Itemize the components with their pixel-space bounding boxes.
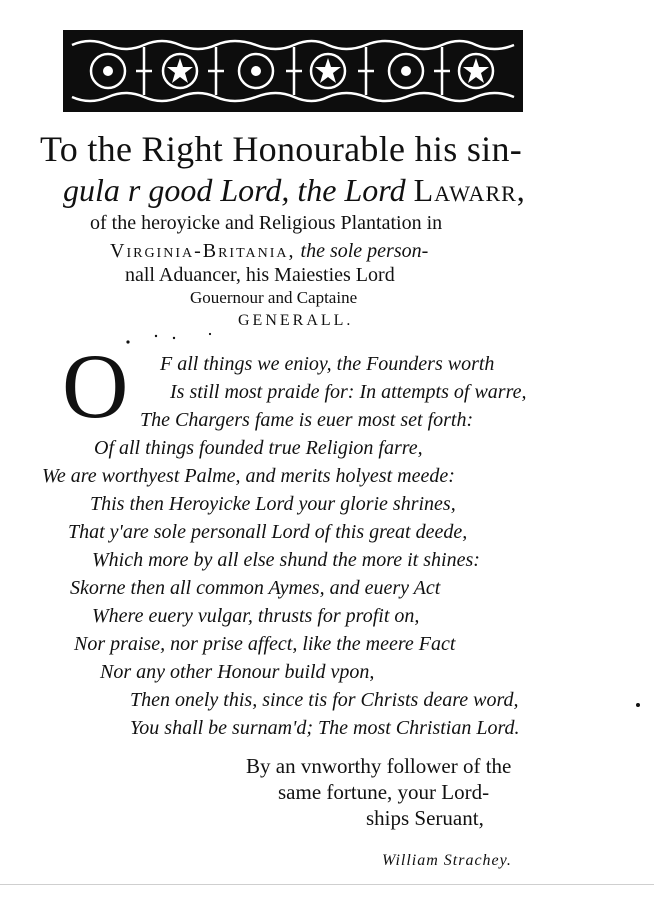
- closing-line-3: ships Seruant,: [366, 806, 484, 830]
- poem-drop-cap: O: [62, 335, 129, 437]
- dedication-title-line-1: To the Right Honourable his sin-: [40, 129, 523, 169]
- poem-line: Of all things founded true Religion farre,: [94, 437, 423, 459]
- ornament-pattern-icon: [66, 33, 520, 109]
- poem-line: Where euery vulgar, thrusts for profit on,: [92, 605, 420, 627]
- poem-line: Skorne then all common Aymes, and euery Act: [70, 577, 441, 599]
- dedication-title-line-6: Gouernour and Captaine: [190, 288, 358, 307]
- poem-line: We are worthyest Palme, and merits holyest meede:: [42, 465, 455, 487]
- dedication-title-line-2-name: Lawarr,: [413, 172, 526, 208]
- dedication-title-line-2-text: gula r good Lord, the Lord: [63, 172, 414, 208]
- page-edge-line: [0, 884, 654, 885]
- dedication-title-line-7: GENERALL.: [238, 312, 354, 329]
- dedication-title-line-5: nall Aduancer, his Maiesties Lord: [125, 264, 395, 286]
- author-signature: William Strachey.: [382, 852, 512, 869]
- poem-line: F all things we enioy, the Founders worth: [160, 353, 495, 375]
- poem-line: The Chargers fame is euer most set forth:: [140, 409, 474, 431]
- closing-line-2: same fortune, your Lord-: [278, 780, 490, 804]
- poem-line: That y'are sole personall Lord of this great deede,: [68, 521, 468, 543]
- poem-line: This then Heroyicke Lord your glorie shrines,: [90, 493, 456, 515]
- dedication-title-line-4-place: Virginia-Britania,: [110, 240, 296, 262]
- closing-line-1: By an vnworthy follower of the: [246, 754, 512, 778]
- poem-line: You shall be surnam'd; The most Christian Lord.: [130, 717, 520, 739]
- poem-line: Nor any other Honour build vpon,: [100, 661, 375, 683]
- ornamental-header-band: [63, 30, 523, 112]
- ink-specks: [118, 328, 238, 350]
- dedication-title-line-2: [63, 172, 583, 209]
- dedication-title-line-4-text: the sole person-: [295, 240, 429, 262]
- poem-line: Nor praise, nor prise affect, like the meere Fact: [74, 633, 456, 655]
- dedication-title-line-4: [110, 240, 560, 263]
- poem-line: Then onely this, since tis for Christs deare word,: [130, 689, 519, 711]
- ink-dot: [636, 703, 640, 707]
- poem-line: Is still most praide for: In attempts of warre,: [170, 381, 527, 403]
- poem-line: Which more by all else shund the more it shines:: [92, 549, 480, 571]
- dedication-title-line-3: of the heroyicke and Religious Plantation in: [90, 212, 443, 234]
